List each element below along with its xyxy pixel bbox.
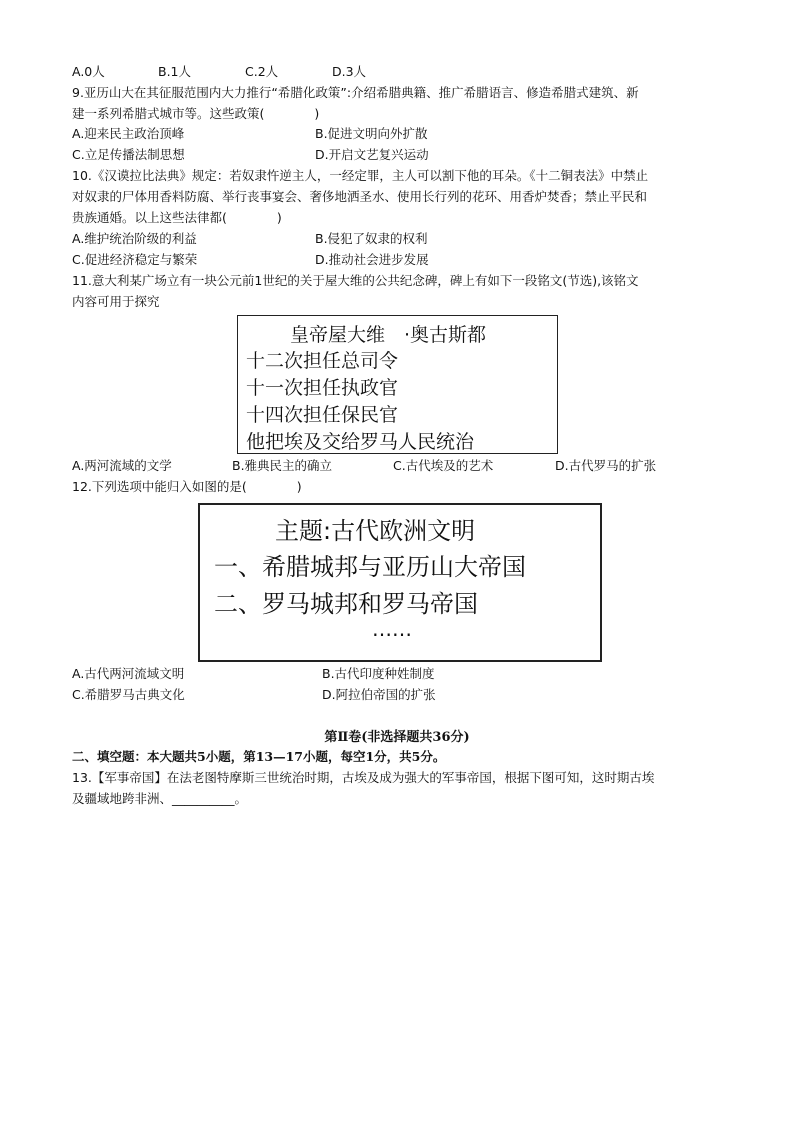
q12-option-c: C.希腊罗马古典文化 xyxy=(72,687,185,702)
q10-stem-line1: 10.《汉谟拉比法典》规定：若奴隶忤逆主人，一经定罪，主人可以割下他的耳朵。《十二铜表法》中禁止 xyxy=(72,168,649,183)
inscription-line-1: 十二次担任总司令 xyxy=(246,350,399,372)
theme-item-2: 二、罗马城邦和罗马帝国 xyxy=(214,590,478,618)
theme-item-1: 一、希腊城邦与亚历山大帝国 xyxy=(214,553,526,581)
inscription-box xyxy=(237,315,558,454)
part2-title: 第Ⅱ卷(非选择题共36分) xyxy=(324,730,470,745)
q12-option-b: B.古代印度种姓制度 xyxy=(322,666,435,681)
theme-title: 主题:古代欧洲文明 xyxy=(275,517,476,545)
q9-stem-line1: 9.亚历山大在其征服范围内大力推行“希腊化政策”:介绍希腊典籍、推广希腊语言、修造希腊式建筑、新 xyxy=(72,85,639,100)
q9-stem-line2: 建一系列希腊式城市等。这些政策( ) xyxy=(72,106,320,121)
inscription-line-3: 十四次担任保民官 xyxy=(246,404,399,426)
q9-option-c: C.立足传播法制思想 xyxy=(72,147,185,162)
fill-in-section-heading: 二、填空题：本大题共5小题，第13—17小题，每空1分，共5分。 xyxy=(72,749,446,764)
q12-option-d: D.阿拉伯帝国的扩张 xyxy=(322,687,436,702)
q9-option-d: D.开启文艺复兴运动 xyxy=(315,147,429,162)
q12-option-a: A.古代两河流域文明 xyxy=(72,666,185,681)
q10-stem-line3: 贵族通婚。以上这些法律都( ) xyxy=(72,210,282,225)
q10-option-c: C.促进经济稳定与繁荣 xyxy=(72,252,198,267)
q8-option-b: B.1人 xyxy=(158,64,192,79)
inscription-title: 皇帝屋大维 ·奥古斯都 xyxy=(290,324,487,346)
q8-option-c: C.2人 xyxy=(245,64,279,79)
q11-stem-line2: 内容可用于探究 xyxy=(72,294,160,309)
q11-option-c: C.古代埃及的艺术 xyxy=(393,458,494,473)
q10-stem-line2: 对奴隶的尸体用香料防腐、举行丧事宴会、奢侈地洒圣水、使用长行列的花环、用香炉焚香；禁止平民和 xyxy=(72,189,648,204)
inscription-line-2: 十一次担任执政官 xyxy=(246,377,399,399)
q13-stem-line1: 13.【军事帝国】在法老图特摩斯三世统治时期，古埃及成为强大的军事帝国，根据下图可知，这时期古埃 xyxy=(72,770,655,785)
q11-option-b: B.雅典民主的确立 xyxy=(232,458,333,473)
q8-option-a: A.0人 xyxy=(72,64,105,79)
q10-option-d: D.推动社会进步发展 xyxy=(315,252,429,267)
q9-option-a: A.迎来民主政治顶峰 xyxy=(72,126,185,141)
theme-box xyxy=(198,503,602,662)
q11-option-a: A.两河流域的文学 xyxy=(72,458,172,473)
q13-stem-line2: 及疆域地跨非洲、__________。 xyxy=(72,791,248,806)
q8-option-d: D.3人 xyxy=(332,64,367,79)
q11-stem-line1: 11.意大利某广场立有一块公元前1世纪的关于屋大维的公共纪念碑，碑上有如下一段铭文(节选),该铭文 xyxy=(72,273,639,288)
q10-option-a: A.维护统治阶级的利益 xyxy=(72,231,197,246)
inscription-line-4: 他把埃及交给罗马人民统治 xyxy=(246,431,475,453)
q11-option-d: D.古代罗马的扩张 xyxy=(555,458,657,473)
theme-ellipsis: …… xyxy=(372,617,412,641)
q9-option-b: B.促进文明向外扩散 xyxy=(315,126,428,141)
q12-stem-line1: 12.下列选项中能归入如图的是( ) xyxy=(72,479,302,494)
q10-option-b: B.侵犯了奴隶的权利 xyxy=(315,231,428,246)
